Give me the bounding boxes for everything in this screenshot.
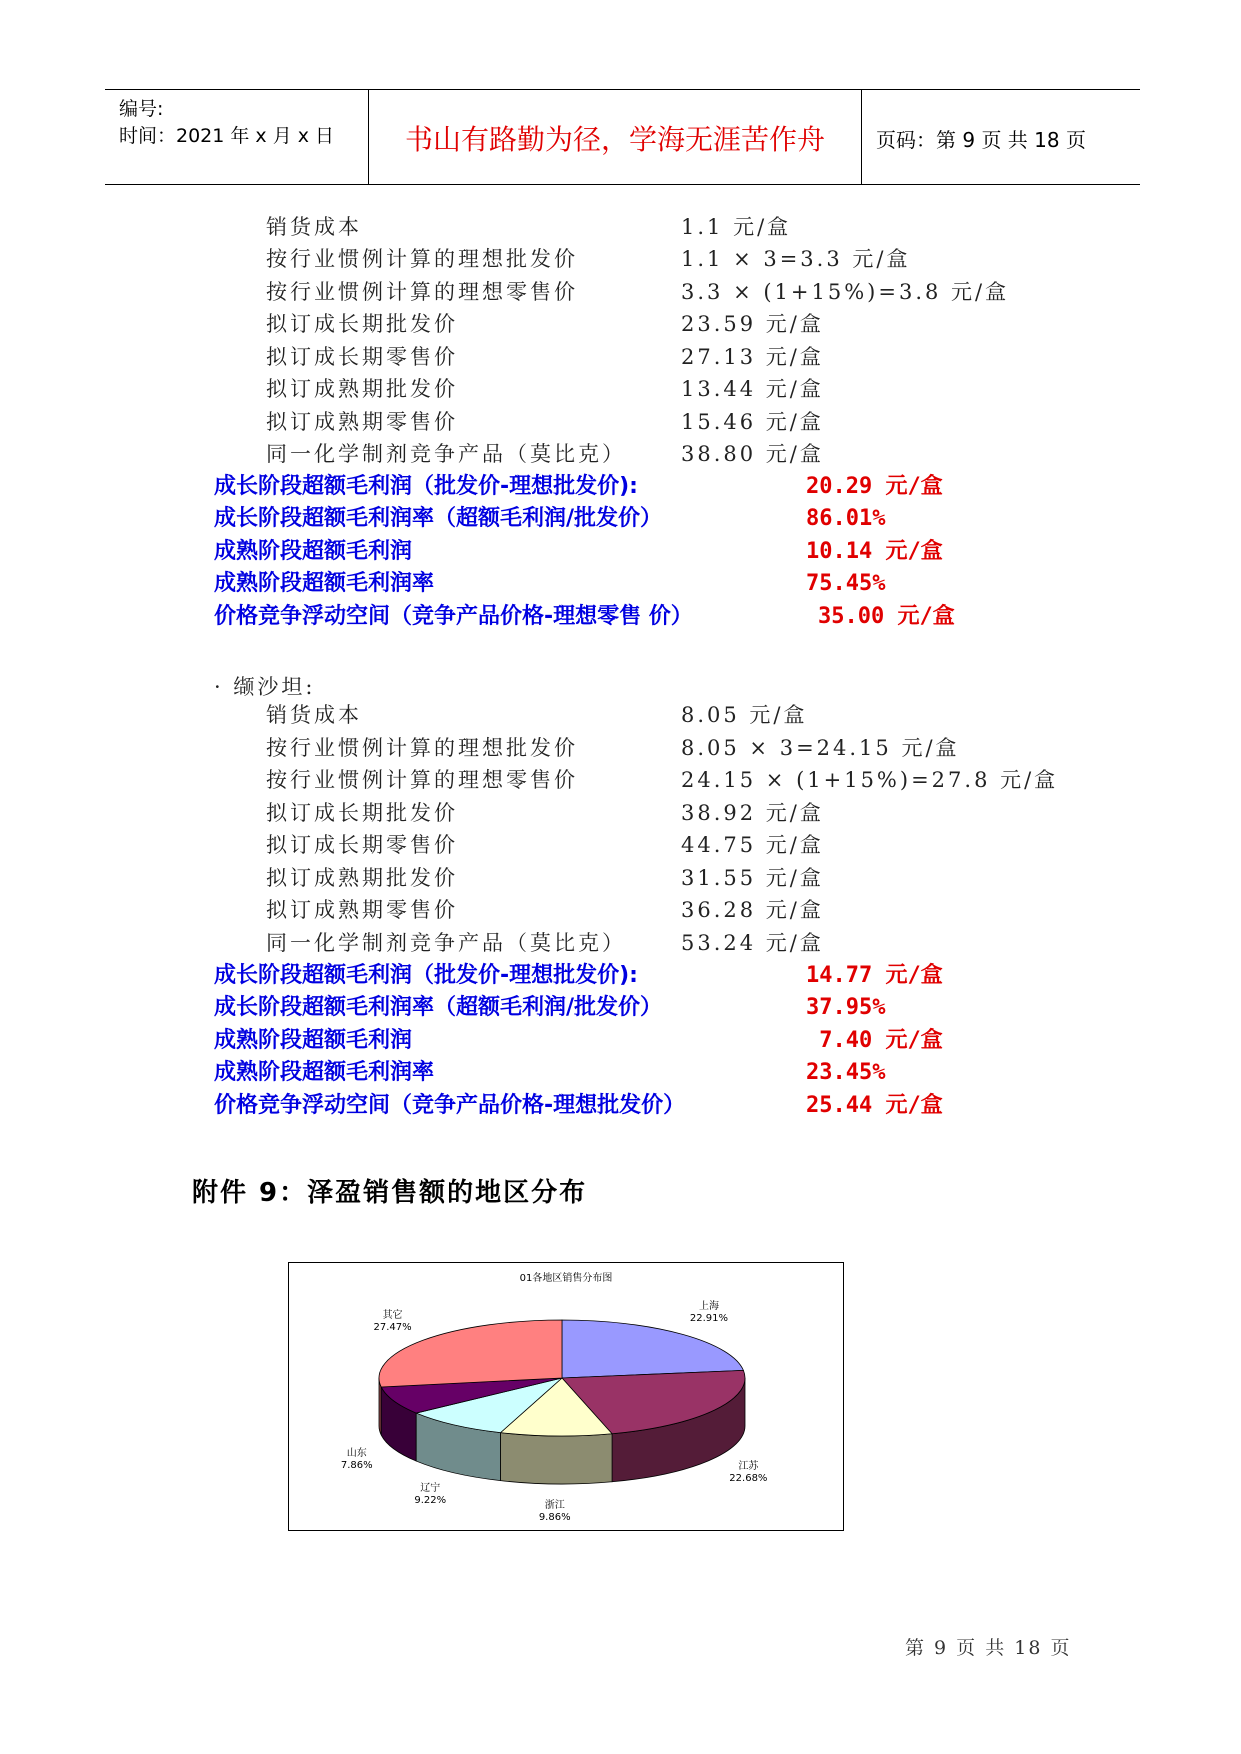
highlight-value: 37.95% [806,995,886,1020]
row-label: 拟订成长期零售价 [266,345,458,369]
row-value: 31.55 元/盒 [681,866,824,890]
row-value: 1.1 × 3=3.3 元/盒 [681,247,911,271]
pie-label-value: 7.86% [340,1459,373,1471]
row-value: 8.05 × 3=24.15 元/盒 [681,736,960,760]
highlight-label: 成长阶段超额毛利润率（超额毛利润/批发价） [214,995,663,1020]
row-value: 13.44 元/盒 [681,377,824,401]
pie-label-其它 [363,1310,423,1334]
highlight-value: 23.45% [806,1060,886,1085]
pie-label-浙江 [525,1500,585,1524]
row-label: 销货成本 [266,703,362,727]
row-label: 拟订成熟期批发价 [266,377,458,401]
row-label: 拟订成长期零售价 [266,833,458,857]
pie-label-name: 辽宁 [420,1483,441,1495]
pie-label-name: 江苏 [738,1461,759,1473]
row-value: 24.15 × (1+15%)=27.8 元/盒 [681,768,1059,792]
row-value: 27.13 元/盒 [681,345,824,369]
row-value: 36.28 元/盒 [681,898,824,922]
highlight-label: 成长阶段超额毛利润（批发价-理想批发价): [214,963,638,988]
row-label: 拟订成熟期批发价 [266,866,458,890]
pie-label-辽宁 [400,1483,460,1507]
row-value: 38.80 元/盒 [681,442,824,466]
highlight-value: 25.44 元/盒 [806,1093,943,1118]
highlight-value: 75.45% [806,571,886,596]
row-label: 销货成本 [266,215,362,239]
row-label: 按行业惯例计算的理想零售价 [266,280,578,304]
highlight-label: 价格竞争浮动空间（竞争产品价格-理想批发价） [214,1093,686,1118]
row-value: 44.75 元/盒 [681,833,824,857]
highlight-value: 14.77 元/盒 [806,963,943,988]
pie-side-浙江 [501,1433,613,1484]
row-value: 3.3 × (1+15%)=3.8 元/盒 [681,280,1010,304]
highlight-label: 成熟阶段超额毛利润 [214,1028,413,1053]
section-title: · 缬沙坦: [214,675,316,699]
highlight-label: 成熟阶段超额毛利润 [214,539,413,564]
pie-label-value: 22.68% [729,1473,768,1485]
pie-label-山东 [327,1448,387,1472]
row-label: 按行业惯例计算的理想批发价 [266,736,578,760]
pie-label-name: 浙江 [544,1499,565,1511]
highlight-label: 价格竞争浮动空间（竞争产品价格-理想零售 价） [214,604,693,629]
pie-chart-svg [289,1263,843,1530]
highlight-label: 成熟阶段超额毛利润率 [214,571,435,596]
pie-label-value: 9.22% [414,1495,447,1507]
row-label: 按行业惯例计算的理想零售价 [266,768,578,792]
number-label: 编号: [119,98,164,120]
row-value: 15.46 元/盒 [681,410,824,434]
chart-title: 01各地区销售分布图 [519,1273,613,1284]
header-motto-cell [369,90,862,184]
motto: 书山有路勤为径，学海无涯苦作舟 [404,123,825,156]
row-value: 53.24 元/盒 [681,931,824,955]
highlight-value: 20.29 元/盒 [806,474,943,499]
pie-label-name: 山东 [346,1447,367,1459]
date-label: 时间：2021 年 x 月 x 日 [119,125,335,147]
highlight-value: 10.14 元/盒 [806,539,943,564]
row-label: 拟订成熟期零售价 [266,898,458,922]
highlight-label: 成长阶段超额毛利润（批发价-理想批发价): [214,474,638,499]
page-indicator: 页码：第 9 页 共 18 页 [876,128,1086,152]
highlight-value: 7.40 元/盒 [806,1028,943,1053]
row-label: 拟订成长期批发价 [266,801,458,825]
pie-label-name: 其它 [382,1310,403,1322]
highlight-value: 35.00 元/盒 [818,604,955,629]
row-value: 38.92 元/盒 [681,801,824,825]
pie-label-value: 9.86% [538,1511,571,1523]
page-footer: 第 9 页 共 18 页 [905,1637,1072,1659]
pie-chart [288,1262,844,1531]
pie-label-value: 22.91% [689,1313,729,1325]
pie-label-name: 上海 [698,1301,719,1313]
highlight-value: 86.01% [806,506,886,531]
header-page-cell [862,90,1140,184]
row-value: 23.59 元/盒 [681,312,824,336]
pie-label-江苏 [718,1461,778,1485]
highlight-label: 成长阶段超额毛利润率（超额毛利润/批发价） [214,506,663,531]
attachment-title: 附件 9：泽盈销售额的地区分布 [192,1178,588,1208]
pie-label-value: 27.47% [373,1322,412,1334]
row-label: 同一化学制剂竞争产品（莫比克） [266,442,626,466]
pie-label-上海 [679,1301,739,1325]
highlight-label: 成熟阶段超额毛利润率 [214,1060,435,1085]
row-label: 按行业惯例计算的理想批发价 [266,247,578,271]
row-label: 拟订成长期批发价 [266,312,458,336]
row-value: 1.1 元/盒 [681,215,792,239]
row-label: 同一化学制剂竞争产品（莫比克） [266,931,626,955]
page-header [105,89,1140,185]
row-label: 拟订成熟期零售价 [266,410,458,434]
row-value: 8.05 元/盒 [681,703,808,727]
header-info-cell [105,90,369,184]
pie-slice-上海 [562,1320,743,1378]
